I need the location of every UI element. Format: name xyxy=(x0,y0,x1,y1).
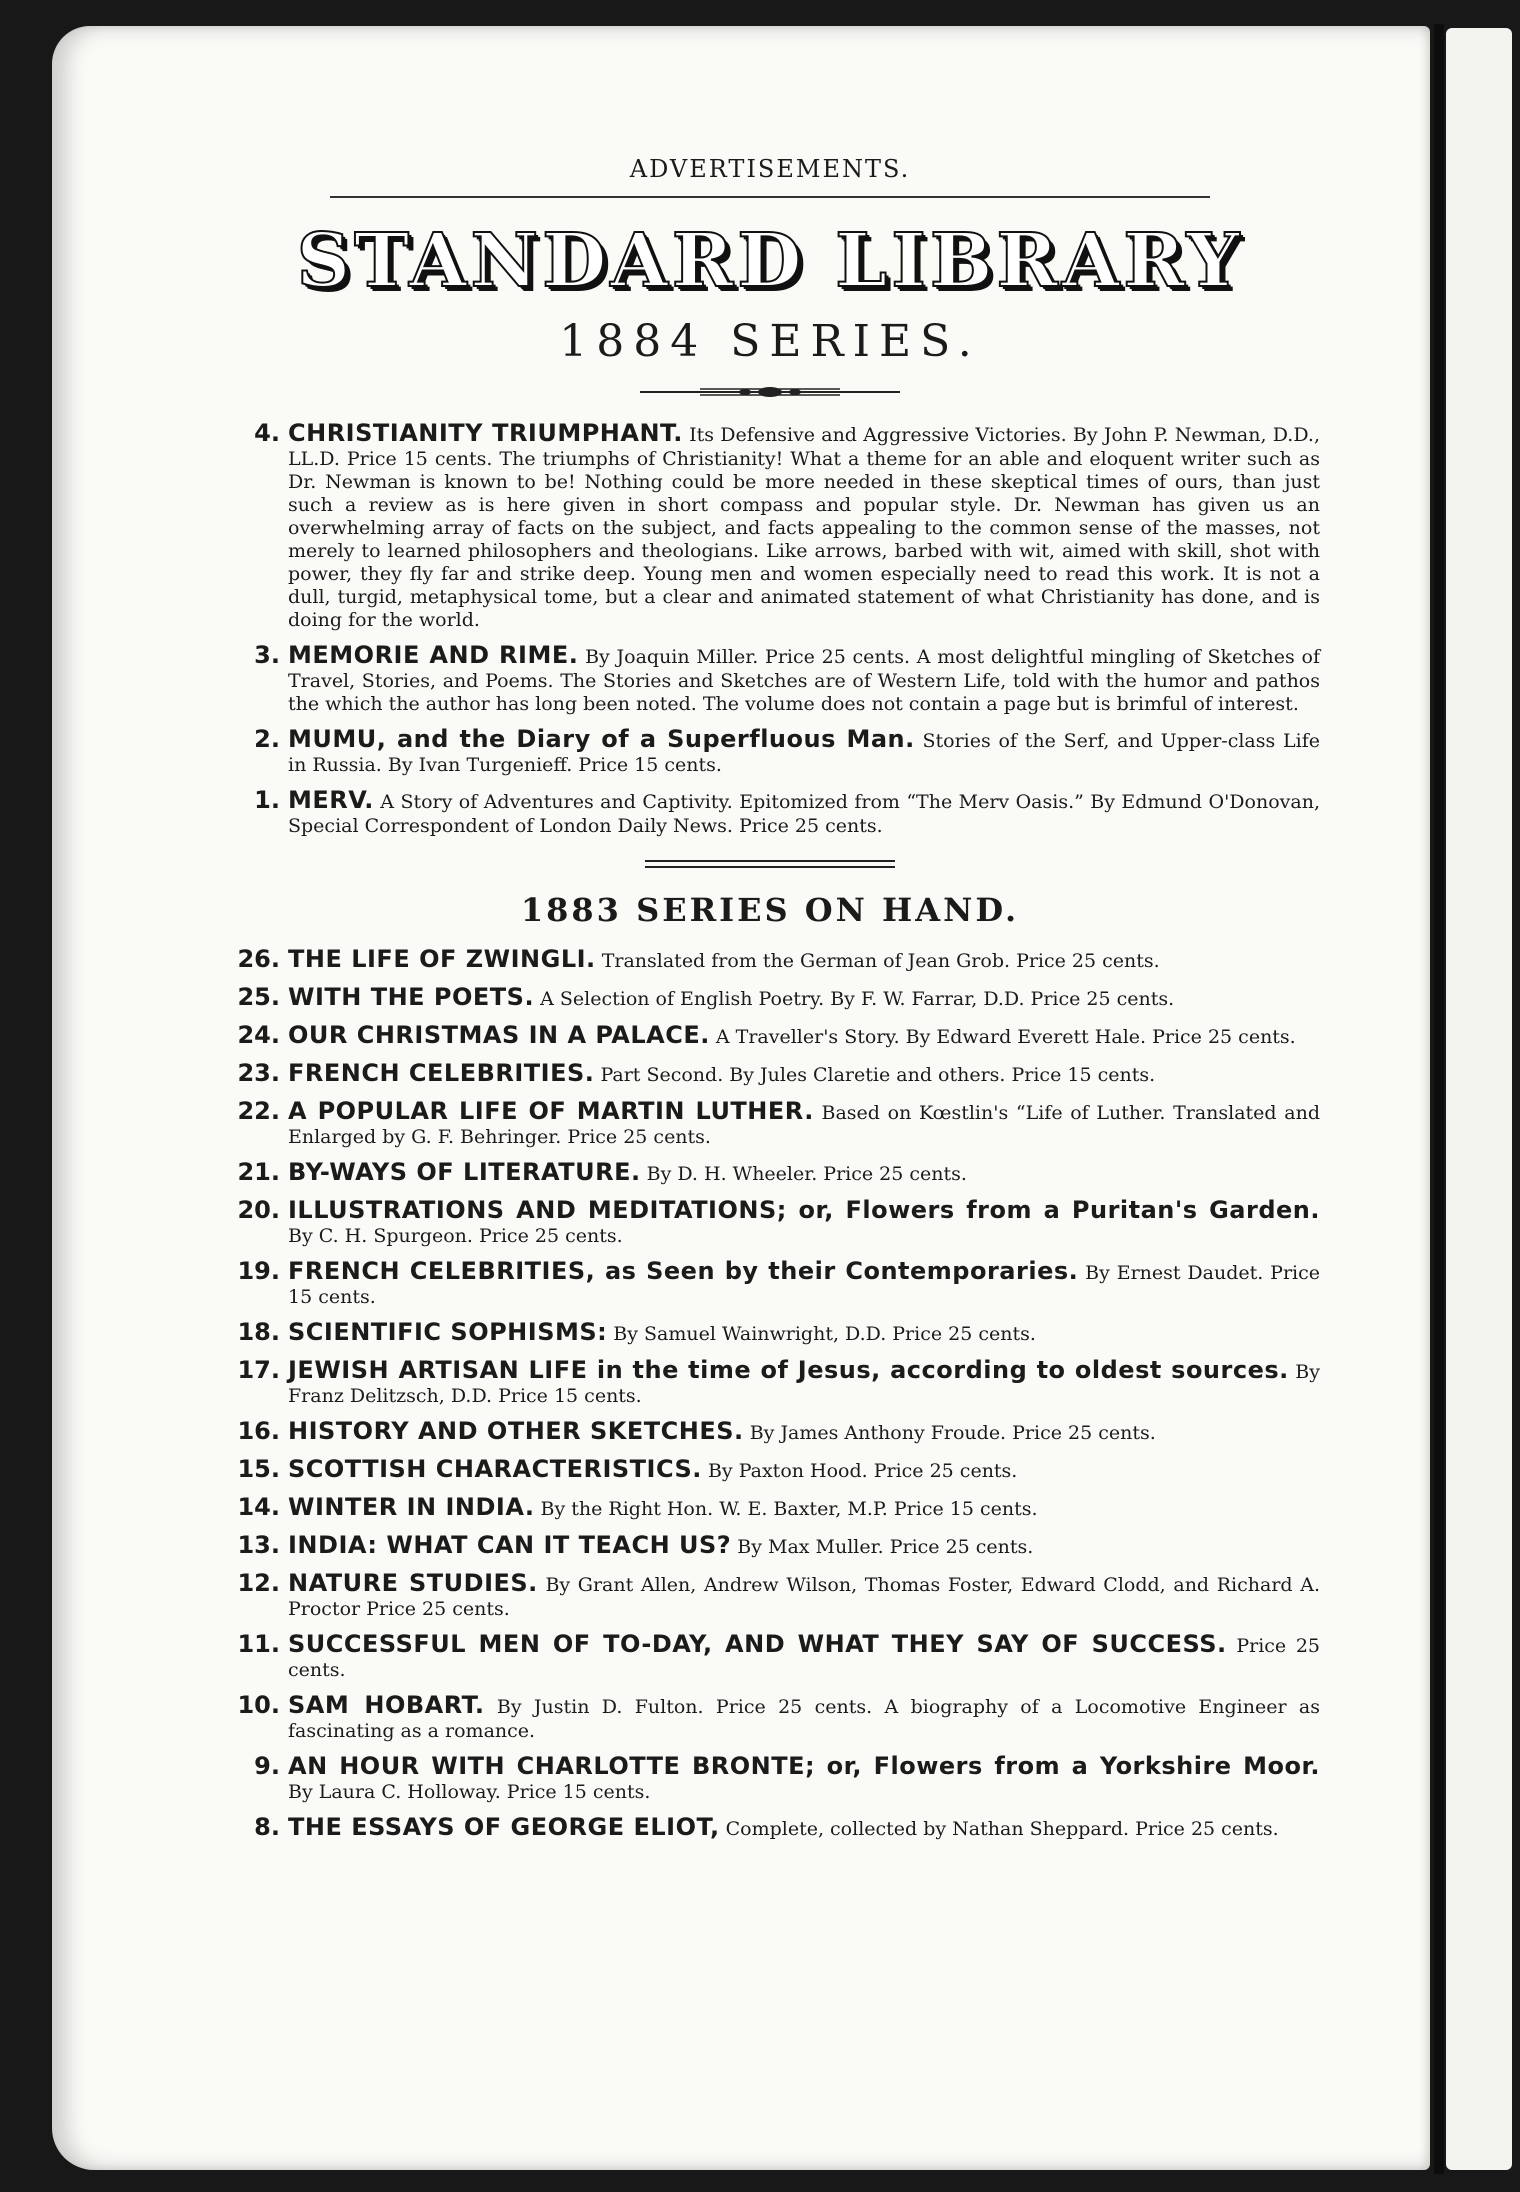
list-item xyxy=(220,1690,1320,1743)
list-item xyxy=(220,1530,1320,1560)
list-item xyxy=(220,1355,1320,1408)
entry-title: MUMU, and the Diary of a Superfluous Man. xyxy=(288,725,915,753)
entry-description: Complete, collected by Nathan Sheppard. Price 25 cents. xyxy=(725,1818,1279,1840)
entry-number: 20. xyxy=(237,1196,280,1224)
list-item xyxy=(220,1492,1320,1522)
ornament-divider-icon xyxy=(640,384,900,400)
entry-title: INDIA: WHAT CAN IT TEACH US? xyxy=(288,1531,732,1559)
entry-description: Stories of the Serf, and Upper-class Life in Russia. By Ivan Turgenieff. Price 15 cents. xyxy=(288,730,1320,776)
entry-title: MERV. xyxy=(288,786,374,814)
entry-title: OUR CHRISTMAS IN A PALACE. xyxy=(288,1021,710,1049)
entry-description: By D. H. Wheeler. Price 25 cents. xyxy=(646,1163,967,1185)
entry-title: BY-WAYS OF LITERATURE. xyxy=(288,1158,641,1186)
list-item xyxy=(220,1751,1320,1804)
entry-description: By Franz Delitzsch, D.D. Price 15 cents. xyxy=(288,1361,1320,1407)
series-1883-list xyxy=(220,944,1320,1842)
series-1884-list xyxy=(220,418,1320,838)
entry-number: 25. xyxy=(237,983,280,1011)
list-item xyxy=(220,1157,1320,1187)
entry-number: 24. xyxy=(237,1021,280,1049)
entry-description: By Grant Allen, Andrew Wilson, Thomas Foster, Edward Clodd, and Richard A. Proctor Price 25 cents. xyxy=(288,1574,1320,1620)
entry-description: Price 25 cents. xyxy=(288,1635,1320,1681)
entry-title: SAM HOBART. xyxy=(288,1691,485,1719)
entry-title: WITH THE POETS. xyxy=(288,983,535,1011)
entry-title: NATURE STUDIES. xyxy=(288,1569,538,1597)
list-item xyxy=(220,724,1320,777)
list-item xyxy=(220,1629,1320,1682)
list-item xyxy=(220,1020,1320,1050)
entry-number: 1. xyxy=(254,786,280,814)
entry-number: 26. xyxy=(237,945,280,973)
list-item xyxy=(220,982,1320,1012)
entry-number: 4. xyxy=(254,419,280,447)
running-header: ADVERTISEMENTS. xyxy=(629,155,911,183)
entry-number: 8. xyxy=(254,1813,280,1841)
next-page-edge xyxy=(1446,28,1512,2170)
entry-description: Translated from the German of Jean Grob. Price 25 cents. xyxy=(601,950,1160,972)
entry-number: 15. xyxy=(237,1455,280,1483)
section-heading-1883: 1883 SERIES ON HAND. xyxy=(520,891,1020,929)
entry-description: By the Right Hon. W. E. Baxter, M.P. Price 15 cents. xyxy=(540,1498,1038,1520)
entry-title: SCOTTISH CHARACTERISTICS. xyxy=(288,1455,702,1483)
entry-description: Based on Kœstlin's “Life of Luther. Translated and Enlarged by G. F. Behringer. Price 25 cents. xyxy=(288,1102,1320,1148)
entry-title: JEWISH ARTISAN LIFE in the time of Jesus, according to oldest sources. xyxy=(288,1356,1289,1384)
entry-description: By James Anthony Froude. Price 25 cents. xyxy=(749,1422,1156,1444)
entry-title: WINTER IN INDIA. xyxy=(288,1493,535,1521)
entry-description: A Story of Adventures and Captivity. Epitomized from “The Merv Oasis.” By Edmund O'Donovan, Special Correspondent of London Daily News. Price 25 cents. xyxy=(288,791,1320,837)
list-item xyxy=(220,1568,1320,1621)
entry-title: MEMORIE AND RIME. xyxy=(288,641,579,669)
list-item xyxy=(220,1195,1320,1248)
entry-description: By C. H. Spurgeon. Price 25 cents. xyxy=(288,1225,623,1247)
entry-title: THE ESSAYS OF GEORGE ELIOT, xyxy=(288,1813,720,1841)
entry-description: By Justin D. Fulton. Price 25 cents. A biography of a Locomotive Engineer as fascinating as a romance. xyxy=(288,1696,1320,1742)
entry-description: A Selection of English Poetry. By F. W. Farrar, D.D. Price 25 cents. xyxy=(540,988,1175,1010)
entry-title: THE LIFE OF ZWINGLI. xyxy=(288,945,596,973)
header-rule xyxy=(330,196,1210,198)
masthead-title: STANDARD LIBRARY xyxy=(296,218,1244,304)
entry-description: By Joaquin Miller. Price 25 cents. A most delightful mingling of Sketches of Travel, Stories, and Poems. The Stories and Sketches are of Western Life, told with the humor and pathos the which the author has long been noted. The volume does not contain a page but is brimful of interest. xyxy=(288,646,1320,715)
entry-number: 22. xyxy=(237,1097,280,1125)
entry-number: 3. xyxy=(254,641,280,669)
list-item xyxy=(220,785,1320,838)
entry-description: Its Defensive and Aggressive Victories. By John P. Newman, D.D., LL.D. Price 15 cents. The triumphs of Christianity! What a theme for an able and eloquent writer such as Dr. Newman is known to be! Nothing could be more needed in these skeptical times of ours, than just such a review as is here given in short compass and popular style. Dr. Newman has given us an overwhelming array of facts on the subject, and facts appealing to the common sense of the masses, not merely to learned philosophers and theologians. Like arrows, barbed with wit, aimed with skill, shot with power, they fly far and strike deep. Young men and women especially need to read this work. It is not a dull, turgid, metaphysical tome, but a clear and animated statement of what Christianity has done, and is doing for the world. xyxy=(288,424,1320,631)
entry-number: 18. xyxy=(237,1318,280,1346)
entry-description: By Laura C. Holloway. Price 15 cents. xyxy=(288,1781,651,1803)
page-binding-edge xyxy=(1434,24,1444,2174)
entry-number: 9. xyxy=(254,1752,280,1780)
entry-description: A Traveller's Story. By Edward Everett Hale. Price 25 cents. xyxy=(715,1026,1296,1048)
entry-number: 13. xyxy=(237,1531,280,1559)
list-item xyxy=(220,1058,1320,1088)
list-item xyxy=(220,1256,1320,1309)
entry-description: By Paxton Hood. Price 25 cents. xyxy=(707,1460,1018,1482)
entry-description: By Max Muller. Price 25 cents. xyxy=(737,1536,1034,1558)
advertisement-content xyxy=(220,150,1320,1850)
list-item xyxy=(220,640,1320,716)
entry-title: SUCCESSFUL MEN OF TO-DAY, AND WHAT THEY SAY OF SUCCESS. xyxy=(288,1630,1227,1658)
entry-description: Part Second. By Jules Claretie and others. Price 15 cents. xyxy=(600,1064,1156,1086)
entry-title: FRENCH CELEBRITIES. xyxy=(288,1059,595,1087)
entry-number: 14. xyxy=(237,1493,280,1521)
entry-title: CHRISTIANITY TRIUMPHANT. xyxy=(288,419,683,447)
entry-number: 11. xyxy=(237,1630,280,1658)
entry-title: ILLUSTRATIONS AND MEDITATIONS; or, Flowers from a Puritan's Garden. xyxy=(288,1196,1320,1224)
entry-title: AN HOUR WITH CHARLOTTE BRONTE; or, Flowers from a Yorkshire Moor. xyxy=(288,1752,1320,1780)
list-item xyxy=(220,1454,1320,1484)
entry-description: By Samuel Wainwright, D.D. Price 25 cents. xyxy=(613,1323,1036,1345)
section-divider xyxy=(645,860,895,868)
list-item xyxy=(220,1812,1320,1842)
entry-number: 23. xyxy=(237,1059,280,1087)
entry-number: 17. xyxy=(237,1356,280,1384)
entry-number: 12. xyxy=(237,1569,280,1597)
entry-title: HISTORY AND OTHER SKETCHES. xyxy=(288,1417,744,1445)
entry-title: A POPULAR LIFE OF MARTIN LUTHER. xyxy=(288,1097,814,1125)
list-item xyxy=(220,418,1320,632)
list-item xyxy=(220,1317,1320,1347)
entry-title: FRENCH CELEBRITIES, as Seen by their Contemporaries. xyxy=(288,1257,1079,1285)
entry-number: 16. xyxy=(237,1417,280,1445)
list-item xyxy=(220,1096,1320,1149)
list-item xyxy=(220,944,1320,974)
list-item xyxy=(220,1416,1320,1446)
entry-number: 10. xyxy=(237,1691,280,1719)
entry-description: By Ernest Daudet. Price 15 cents. xyxy=(288,1262,1321,1308)
entry-number: 19. xyxy=(237,1257,280,1285)
entry-number: 21. xyxy=(237,1158,280,1186)
masthead-subtitle: 1884 SERIES. xyxy=(559,316,981,367)
entry-title: SCIENTIFIC SOPHISMS: xyxy=(288,1318,608,1346)
entry-number: 2. xyxy=(254,725,280,753)
